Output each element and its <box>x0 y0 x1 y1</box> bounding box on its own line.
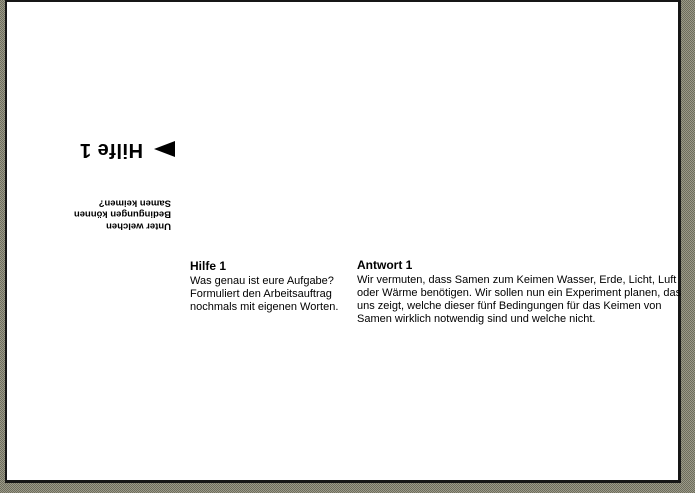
antwort-text-line: Samen wirklich notwendig sind und welche nicht. <box>357 313 596 325</box>
section-hilfe-heading: Hilfe 1 <box>190 259 227 273</box>
antwort-text-line: uns zeigt, welche dieser fünf Bedingungen für das Keimen von <box>357 300 662 312</box>
section-antwort <box>357 258 682 326</box>
section-hilfe <box>190 259 340 314</box>
hilfe-text-line: nochmals mit eigenen Worten. <box>190 301 339 313</box>
hilfe-text-line: Was genau ist eure Aufgabe? <box>190 275 334 287</box>
folded-question-line: Samen keimen? <box>98 197 171 209</box>
folded-question-line: Bedingungen können <box>73 209 171 220</box>
play-triangle-icon <box>154 142 175 158</box>
antwort-text-line: Wir vermuten, dass Samen zum Keimen Wasser, Erde, Licht, Luft <box>357 274 677 286</box>
folded-question-line: Unter welchen <box>106 220 171 232</box>
section-antwort-heading: Antwort 1 <box>357 258 413 272</box>
folded-card-title-label: Hilfe 1 <box>79 139 143 161</box>
hilfe-text-line: Formuliert den Arbeitsauftrag <box>190 288 332 300</box>
document-page <box>5 0 681 483</box>
antwort-text-line: oder Wärme benötigen. Wir sollen nun ein Experiment planen, das <box>357 287 682 299</box>
folded-card-question <box>70 197 171 232</box>
folded-card-title <box>63 136 175 163</box>
